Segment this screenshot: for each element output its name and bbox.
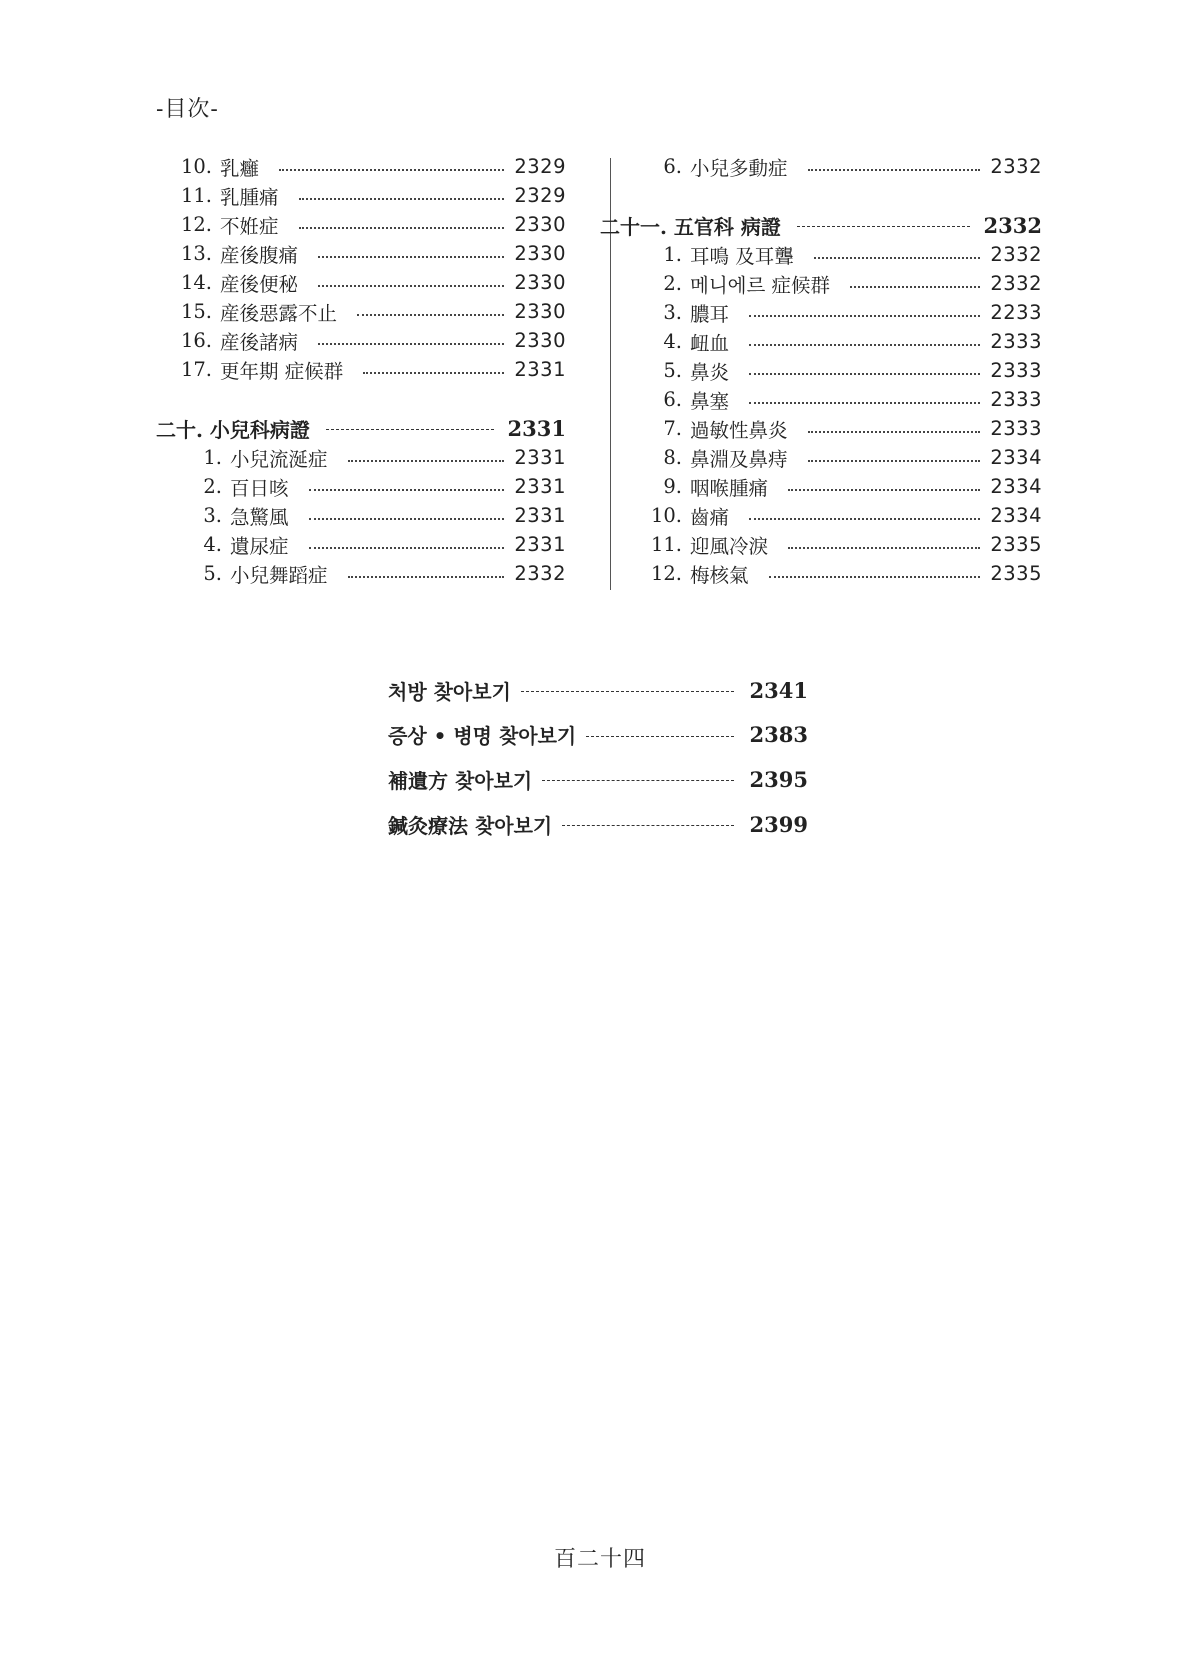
entry-page: 2233 bbox=[990, 301, 1042, 324]
toc-entry[interactable] bbox=[632, 472, 1042, 501]
entry-page: 2334 bbox=[990, 446, 1042, 469]
entry-number: 4. bbox=[663, 330, 682, 353]
dot-leader bbox=[808, 429, 981, 433]
dash-leader bbox=[562, 824, 733, 826]
dot-leader bbox=[318, 283, 504, 287]
toc-entry[interactable] bbox=[156, 210, 566, 239]
entry-page: 2331 bbox=[514, 446, 566, 469]
entry-number: 3. bbox=[203, 504, 222, 527]
toc-entry[interactable] bbox=[156, 181, 566, 210]
entry-page: 2333 bbox=[990, 330, 1042, 353]
dot-leader bbox=[309, 516, 505, 520]
entry-number: 10. bbox=[180, 155, 212, 178]
entry-title: 産後惡露不止 bbox=[220, 301, 338, 325]
entry-page: 2333 bbox=[990, 388, 1042, 411]
entry-number: 12. bbox=[180, 213, 212, 236]
entry-number: 13. bbox=[180, 242, 212, 265]
toc-entry[interactable] bbox=[632, 327, 1042, 356]
toc-entry[interactable] bbox=[632, 559, 1042, 588]
dot-leader bbox=[348, 574, 505, 578]
entry-page: 2334 bbox=[990, 504, 1042, 527]
page-number: 百二十四 bbox=[553, 1547, 646, 1572]
dot-leader bbox=[788, 545, 980, 549]
entry-title: 急驚風 bbox=[230, 505, 289, 529]
toc-entry[interactable] bbox=[632, 298, 1042, 327]
entry-title: 百日咳 bbox=[230, 476, 289, 500]
dot-leader bbox=[788, 487, 980, 491]
dot-leader bbox=[363, 370, 504, 374]
entry-number: 6. bbox=[663, 155, 682, 178]
entry-number: 4. bbox=[203, 533, 222, 556]
toc-entry[interactable] bbox=[156, 152, 566, 181]
entry-number: 17. bbox=[180, 358, 212, 381]
toc-entry[interactable] bbox=[156, 355, 566, 384]
dot-leader bbox=[348, 458, 505, 462]
toc-entry[interactable] bbox=[632, 385, 1042, 414]
dot-leader bbox=[814, 255, 981, 259]
entry-title: 耳鳴 及耳聾 bbox=[690, 244, 794, 268]
entry-title: 膿耳 bbox=[690, 302, 730, 326]
index-page: 2383 bbox=[749, 722, 808, 748]
entry-number: 2. bbox=[203, 475, 222, 498]
index-page: 2341 bbox=[749, 677, 808, 703]
entry-title: 乳癰 bbox=[220, 156, 260, 180]
section-page: 2331 bbox=[507, 415, 566, 441]
toc-entry[interactable] bbox=[156, 239, 566, 268]
toc-right-column bbox=[600, 152, 1042, 588]
toc-entry[interactable] bbox=[156, 326, 566, 355]
dot-leader bbox=[749, 516, 980, 520]
entry-page: 2332 bbox=[990, 272, 1042, 295]
toc-section-heading[interactable] bbox=[600, 210, 1042, 240]
index-page: 2395 bbox=[749, 766, 808, 792]
dash-leader bbox=[586, 735, 733, 737]
entry-page: 2335 bbox=[990, 533, 1042, 556]
entry-page: 2332 bbox=[990, 243, 1042, 266]
entry-title: 産後便秘 bbox=[220, 272, 299, 296]
dot-leader bbox=[299, 225, 505, 229]
entry-page: 2335 bbox=[990, 562, 1042, 585]
dot-leader bbox=[808, 458, 981, 462]
index-title: 증상 • 병명 찾아보기 bbox=[388, 724, 577, 749]
entry-page: 2331 bbox=[514, 533, 566, 556]
entry-number: 11. bbox=[180, 184, 212, 207]
entry-title: 産後諸病 bbox=[220, 330, 299, 354]
index-list bbox=[388, 668, 808, 846]
entry-number: 15. bbox=[180, 300, 212, 323]
toc-entry[interactable] bbox=[632, 501, 1042, 530]
entry-page: 2330 bbox=[514, 271, 566, 294]
entry-page: 2333 bbox=[990, 359, 1042, 382]
toc-entry[interactable] bbox=[156, 443, 566, 472]
entry-page: 2330 bbox=[514, 329, 566, 352]
entry-title: 齒痛 bbox=[690, 505, 730, 529]
entry-number: 14. bbox=[180, 271, 212, 294]
index-entry[interactable] bbox=[388, 802, 808, 847]
toc-entry[interactable] bbox=[632, 240, 1042, 269]
dot-leader bbox=[309, 545, 505, 549]
toc-entry[interactable] bbox=[156, 297, 566, 326]
entry-page: 2330 bbox=[514, 300, 566, 323]
entry-title: 咽喉腫痛 bbox=[690, 476, 769, 500]
entry-page: 2330 bbox=[514, 213, 566, 236]
entry-number: 2. bbox=[663, 272, 682, 295]
dash-leader bbox=[326, 428, 494, 430]
entry-title: 過敏性鼻炎 bbox=[690, 418, 788, 442]
dash-leader bbox=[797, 225, 970, 227]
dot-leader bbox=[299, 196, 505, 200]
entry-title: 小兒舞蹈症 bbox=[230, 563, 328, 587]
entry-title: 更年期 症候群 bbox=[220, 359, 344, 383]
dash-leader bbox=[542, 779, 733, 781]
entry-page: 2331 bbox=[514, 504, 566, 527]
entry-page: 2331 bbox=[514, 358, 566, 381]
entry-title: 메니에르 症候群 bbox=[690, 273, 831, 297]
index-title: 鍼灸療法 찾아보기 bbox=[388, 813, 553, 838]
entry-number: 6. bbox=[663, 388, 682, 411]
toc-left-column bbox=[156, 152, 566, 588]
dot-leader bbox=[357, 312, 504, 316]
toc-entry[interactable] bbox=[156, 530, 566, 559]
toc-entry[interactable] bbox=[156, 472, 566, 501]
index-entry[interactable] bbox=[388, 668, 808, 713]
entry-title: 乳腫痛 bbox=[220, 185, 279, 209]
toc-entry[interactable] bbox=[632, 443, 1042, 472]
index-entry[interactable] bbox=[388, 757, 808, 802]
entry-title: 小兒多動症 bbox=[690, 156, 788, 180]
entry-title: 迎風冷淚 bbox=[690, 534, 769, 558]
entry-title: 不姙症 bbox=[220, 214, 279, 238]
entry-title: 鼻淵及鼻痔 bbox=[690, 447, 788, 471]
entry-number: 10. bbox=[650, 504, 682, 527]
entry-number: 1. bbox=[203, 446, 222, 469]
toc-entry[interactable] bbox=[156, 559, 566, 588]
section-title: 二十一. 五官科 病證 bbox=[600, 214, 781, 239]
dot-leader bbox=[318, 341, 504, 345]
entry-number: 3. bbox=[663, 301, 682, 324]
entry-title: 梅核氣 bbox=[690, 563, 749, 587]
section-title: 二十. 小兒科病證 bbox=[156, 417, 310, 442]
entry-number: 11. bbox=[650, 533, 682, 556]
entry-number: 1. bbox=[663, 243, 682, 266]
dot-leader bbox=[808, 167, 981, 171]
entry-title: 産後腹痛 bbox=[220, 243, 299, 267]
entry-title: 鼻塞 bbox=[690, 389, 730, 413]
section-page: 2332 bbox=[983, 212, 1042, 238]
index-title: 補遺方 찾아보기 bbox=[388, 768, 533, 793]
entry-page: 2329 bbox=[514, 184, 566, 207]
spacer bbox=[632, 181, 1042, 210]
entry-title: 小兒流涎症 bbox=[230, 447, 328, 471]
entry-number: 5. bbox=[663, 359, 682, 382]
index-page: 2399 bbox=[749, 811, 808, 837]
entry-number: 8. bbox=[663, 446, 682, 469]
entry-number: 7. bbox=[663, 417, 682, 440]
entry-title: 鼻炎 bbox=[690, 360, 730, 384]
toc-entry[interactable] bbox=[632, 414, 1042, 443]
page-header: -目次- bbox=[156, 97, 219, 122]
entry-page: 2332 bbox=[990, 155, 1042, 178]
dot-leader bbox=[749, 342, 980, 346]
spacer bbox=[156, 384, 566, 413]
toc-entry[interactable] bbox=[156, 501, 566, 530]
dot-leader bbox=[749, 313, 980, 317]
dot-leader bbox=[309, 487, 505, 491]
toc-section-heading[interactable] bbox=[156, 413, 566, 443]
entry-page: 2332 bbox=[514, 562, 566, 585]
entry-title: 衄血 bbox=[690, 331, 730, 355]
toc-entry[interactable] bbox=[632, 530, 1042, 559]
entry-page: 2329 bbox=[514, 155, 566, 178]
entry-number: 16. bbox=[180, 329, 212, 352]
entry-number: 9. bbox=[663, 475, 682, 498]
entry-page: 2333 bbox=[990, 417, 1042, 440]
toc-entry[interactable] bbox=[632, 356, 1042, 385]
entry-page: 2331 bbox=[514, 475, 566, 498]
entry-number: 5. bbox=[203, 562, 222, 585]
toc-entry[interactable] bbox=[632, 269, 1042, 298]
dot-leader bbox=[749, 371, 980, 375]
entry-title: 遺尿症 bbox=[230, 534, 289, 558]
dot-leader bbox=[850, 284, 980, 288]
entry-number: 12. bbox=[650, 562, 682, 585]
dot-leader bbox=[769, 574, 981, 578]
index-entry[interactable] bbox=[388, 713, 808, 758]
dot-leader bbox=[749, 400, 980, 404]
entry-page: 2330 bbox=[514, 242, 566, 265]
dot-leader bbox=[279, 167, 504, 171]
entry-page: 2334 bbox=[990, 475, 1042, 498]
dash-leader bbox=[521, 690, 734, 692]
dot-leader bbox=[318, 254, 504, 258]
toc-entry[interactable] bbox=[156, 268, 566, 297]
index-title: 처방 찾아보기 bbox=[388, 679, 511, 704]
toc-entry[interactable] bbox=[632, 152, 1042, 181]
